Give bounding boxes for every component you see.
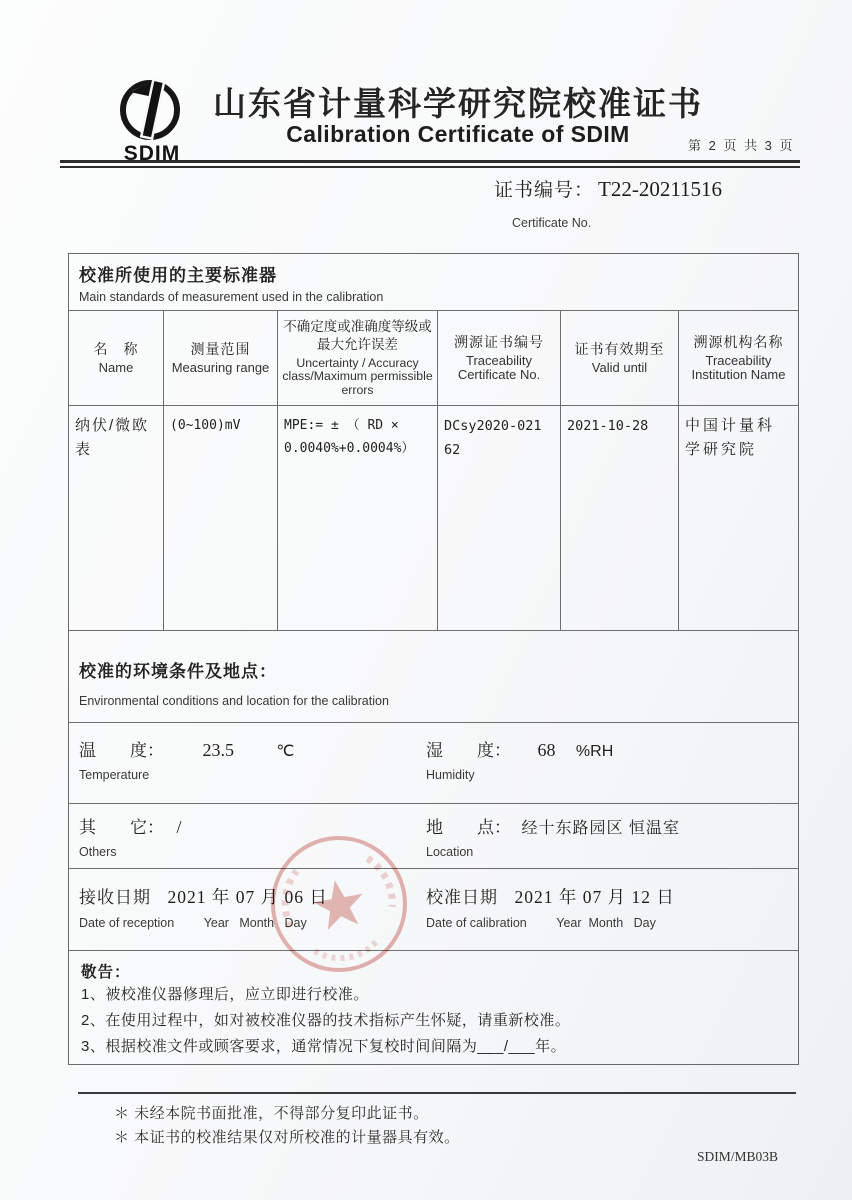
humidity-label-cn: 湿 度：: [426, 741, 511, 760]
temperature-value: 23.5: [202, 740, 234, 760]
cell-traceability-no: [438, 406, 561, 630]
table-row: [69, 406, 798, 631]
certificate-body: [68, 253, 799, 1065]
location-field: [414, 804, 798, 868]
col-header-uncertainty-cn: 不确定度或准确度等级或最大允许误差: [283, 319, 432, 353]
col-header-traceability-no-cn: 溯源证书编号: [454, 334, 544, 350]
others-location-row: [69, 804, 798, 869]
temperature-label-en: Temperature: [79, 768, 150, 782]
col-header-valid-until-cn: 证书有效期至: [574, 341, 665, 358]
environment-section-header: [69, 631, 798, 723]
location-label-en: Location: [426, 845, 474, 859]
col-header-name-en: Name: [98, 360, 134, 376]
col-header-range: [164, 311, 278, 405]
standards-title-cn: 校准所使用的主要标准器: [79, 266, 277, 285]
cell-standard-name: [69, 406, 164, 630]
certificate-no-value: T22-20211516: [598, 177, 723, 201]
col-header-institution-cn: 溯源机构名称: [693, 334, 784, 350]
header-divider: [60, 160, 800, 168]
calibration-date-value: 2021 年 07 月 12 日: [514, 887, 675, 907]
temperature-unit: ℃: [276, 743, 295, 760]
institution-value: 中国计量科学研究院: [685, 417, 776, 458]
environment-title-cn: 校准的环境条件及地点：: [79, 662, 277, 681]
reception-date-units-en: Year Month Day: [203, 916, 307, 930]
col-header-institution-en: Traceability Institution Name: [691, 352, 786, 383]
calibration-date-units-en: Year Month Day: [556, 916, 656, 930]
others-value: /: [176, 817, 182, 837]
temperature-field: [69, 723, 414, 803]
col-header-institution: [679, 311, 798, 405]
calibration-date-label-cn: 校准日期: [426, 888, 498, 907]
location-value: 经十东路园区 恒温室: [521, 820, 680, 837]
col-header-uncertainty-en: Uncertainty / Accuracy class/Maximum permissible errors: [282, 355, 433, 398]
environment-title-en: Environmental conditions and location for the calibration: [79, 694, 389, 708]
red-seal-stamp-icon: [263, 828, 415, 980]
humidity-unit: %RH: [575, 743, 614, 760]
reception-date-label-en: Date of reception: [79, 916, 175, 930]
notice-section: [69, 951, 798, 1066]
col-header-uncertainty: [278, 311, 438, 405]
certificate-title-en: Calibration Certificate of SDIM: [286, 121, 630, 147]
humidity-value: 68: [537, 740, 556, 760]
footer-divider: [78, 1092, 796, 1094]
form-code: SDIM/MB03B: [697, 1149, 779, 1164]
others-label-en: Others: [79, 845, 117, 859]
valid-until-value: 2021-10-28: [567, 418, 649, 434]
mpe-value: MPE:= ± （ RD × 0.0040%+0.0004%）: [284, 418, 415, 457]
page-number: 第 2 页 共 3 页: [688, 138, 795, 153]
certificate-title-cn: 山东省计量科学研究院校准证书: [213, 87, 703, 123]
reception-date-value: 2021 年 07 月 06 日: [167, 887, 328, 907]
notice-item-1: 1、被校准仪器修理后，应立即进行校准。: [81, 986, 369, 1003]
col-header-valid-until-en: Valid until: [591, 360, 648, 376]
dates-row: [69, 869, 798, 951]
col-header-name-cn: 名 称: [93, 341, 139, 358]
traceability-no-value: DCsy2020-02162: [444, 418, 542, 459]
certificate-no-label: 证书编号：: [494, 180, 595, 201]
col-header-traceability-no: [438, 311, 561, 405]
others-label-cn: 其 它：: [79, 818, 164, 837]
sdim-logo-label: SDIM: [123, 142, 181, 165]
footer-note-2: ＊ 本证书的校准结果仅对所校准的计量器具有效。: [114, 1129, 460, 1146]
measuring-range-value: (0~100)mV: [170, 418, 241, 433]
col-header-valid-until: [561, 311, 679, 405]
standard-name-value: 纳伏/微欧表: [75, 417, 150, 458]
footer-notes: [114, 1102, 460, 1150]
humidity-label-en: Humidity: [426, 768, 475, 782]
cell-mpe: [278, 406, 438, 630]
col-header-range-en: Measuring range: [171, 360, 270, 376]
location-label-cn: 地 点：: [426, 818, 511, 837]
reception-date-label-cn: 接收日期: [79, 888, 151, 907]
cell-valid-until: [561, 406, 679, 630]
calibration-date-label-en: Date of calibration: [426, 916, 527, 930]
cell-measuring-range: [164, 406, 278, 630]
col-header-range-cn: 测量范围: [190, 341, 251, 358]
calibration-date-field: [414, 869, 798, 950]
notice-title: 敬告：: [81, 964, 131, 981]
cell-institution: [679, 406, 798, 630]
temperature-label-cn: 温 度：: [79, 741, 164, 760]
certificate-no-label-en: Certificate No.: [512, 216, 592, 230]
standards-title-en: Main standards of measurement used in the calibration: [79, 290, 384, 304]
notice-item-3: 3、根据校准文件或顾客要求，通常情况下复校时间间隔为___/___年。: [81, 1037, 567, 1055]
col-header-traceability-no-en: Traceability Certificate No.: [457, 352, 541, 383]
col-header-name: [69, 311, 164, 405]
footer-note-1: ＊ 未经本院书面批准，不得部分复印此证书。: [114, 1105, 429, 1122]
notice-item-2: 2、在使用过程中，如对被校准仪器的技术指标产生怀疑，请重新校准。: [81, 1011, 571, 1029]
standards-table-header: [69, 311, 798, 406]
temp-humidity-row: [69, 723, 798, 804]
certificate-number: [494, 175, 722, 202]
humidity-field: [414, 723, 798, 803]
standards-section-header: [69, 254, 798, 311]
